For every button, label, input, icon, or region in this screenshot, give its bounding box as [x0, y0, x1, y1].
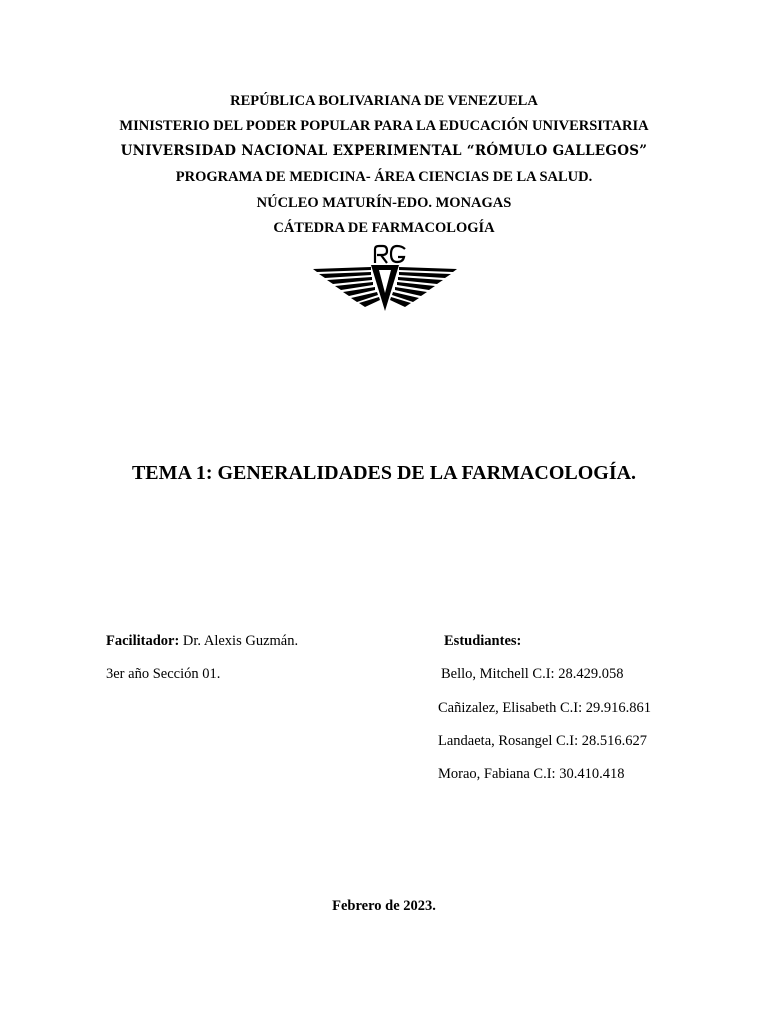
student-item: Morao, Fabiana C.I: 30.410.418: [438, 766, 625, 782]
header-line-department: CÁTEDRA DE FARMACOLOGÍA: [273, 220, 495, 236]
student-item: Bello, Mitchell C.I: 28.429.058: [441, 666, 624, 682]
student-item: Landaeta, Rosangel C.I: 28.516.627: [438, 733, 647, 749]
header-line-country: REPÚBLICA BOLIVARIANA DE VENEZUELA: [230, 93, 538, 109]
header-line-ministry: MINISTERIO DEL PODER POPULAR PARA LA EDUCACIÓN UNIVERSITARIA: [119, 118, 649, 134]
document-date: Febrero de 2023.: [332, 898, 436, 914]
facilitator-name: Dr. Alexis Guzmán.: [179, 633, 299, 649]
section-text: 3er año Sección 01.: [106, 666, 221, 682]
facilitator-label: Facilitador:: [106, 633, 180, 649]
header-line-program: PROGRAMA DE MEDICINA- ÁREA CIENCIAS DE LA SALUD.: [175, 169, 593, 185]
header-line-campus: NÚCLEO MATURÍN-EDO. MONAGAS: [256, 195, 512, 211]
student-item: Cañizalez, Elisabeth C.I: 29.916.861: [438, 700, 652, 716]
facilitator-line: [106, 632, 298, 650]
page-title: TEMA 1: GENERALIDADES DE LA FARMACOLOGÍA.: [131, 462, 637, 484]
header-line-university: UNIVERSIDAD NACIONAL EXPERIMENTAL “RÓMULO GALLEGOS”: [120, 143, 648, 159]
students-label: Estudiantes:: [444, 633, 522, 649]
university-emblem-icon: [309, 243, 461, 313]
